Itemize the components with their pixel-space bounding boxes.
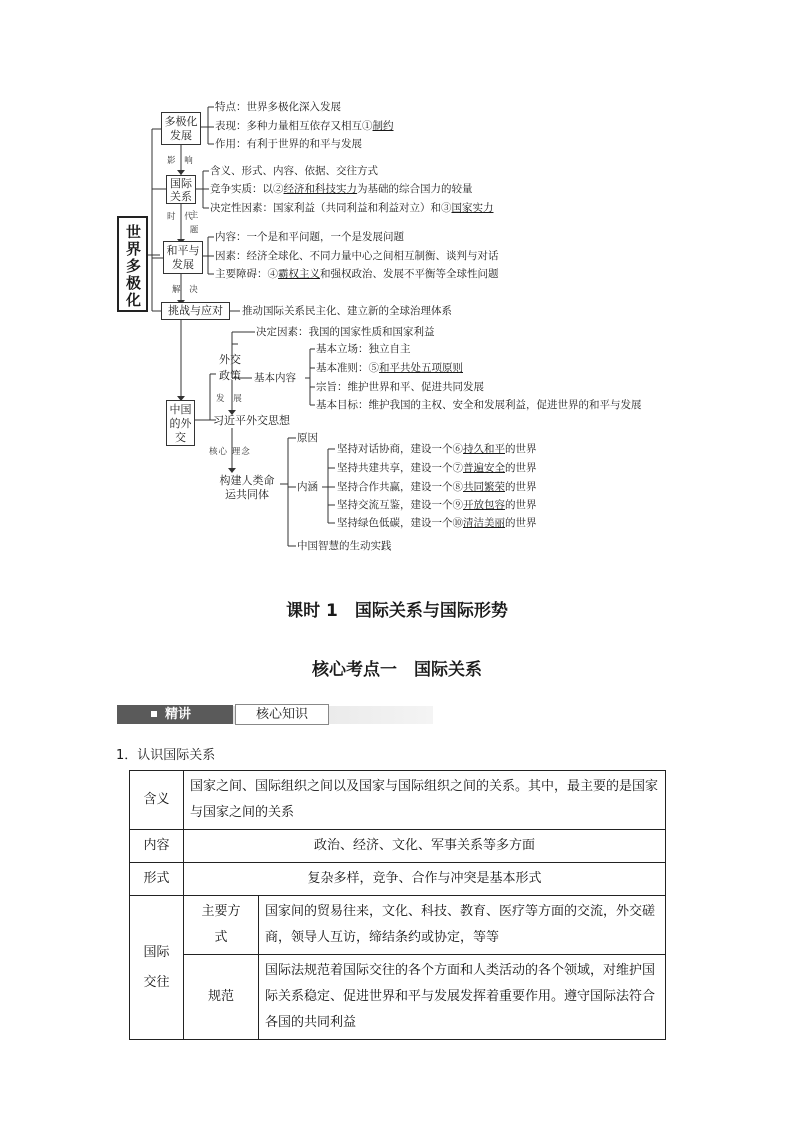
blank-8: 共同繁荣	[463, 481, 505, 493]
blank-2: 经济和科技实力	[283, 183, 357, 195]
section-bar-left	[117, 705, 233, 724]
section-bar-right: 核心知识	[235, 704, 329, 725]
neihan-post: 的世界	[505, 499, 537, 511]
node-basic-content: 基本内容	[254, 372, 296, 384]
neihan-pre: 坚持交流互鉴，建设一个⑨	[337, 499, 463, 511]
edge-label-influence: 影 响	[167, 156, 196, 166]
basic-principle-pre: 基本准则：⑤	[316, 362, 379, 374]
relations-table	[129, 770, 666, 1040]
table-sublabel: 规范	[184, 955, 259, 1040]
neihan-pre: 坚持共建共享，建设一个⑦	[337, 462, 463, 474]
node-peace-development: 和平与发展	[163, 241, 203, 274]
table-row	[130, 955, 666, 1040]
neihan-post: 的世界	[505, 462, 537, 474]
table-row	[130, 830, 666, 863]
neihan-pre: 坚持合作共赢，建设一个⑧	[337, 481, 463, 493]
neihan-post: 的世界	[505, 443, 537, 455]
basic-principle	[316, 362, 463, 375]
neihan-post: 的世界	[505, 517, 537, 529]
edge-label-era: 时 代	[167, 212, 196, 222]
table-cell: 国家间的贸易往来，文化、科技、教育、医疗等方面的交流，外交磋商，领导人互访，缔结条约或协定，等等	[259, 896, 666, 955]
table-label: 内容	[130, 830, 184, 863]
intl-competition-post: 为基础的综合国力的较量	[357, 183, 473, 195]
edge-label-solve: 解 决	[172, 285, 201, 295]
node-challenge: 挑战与应对	[161, 302, 230, 320]
node-xi-thought: 习近平外交思想	[213, 414, 290, 427]
table-cell: 复杂多样，竞争、合作与冲突是基本形式	[184, 863, 666, 896]
table-row	[130, 771, 666, 830]
neihan-pre: 坚持绿色低碳，建设一个⑩	[337, 517, 463, 529]
item-heading: 1．认识国际关系	[116, 748, 216, 763]
point-title: 核心考点一 国际关系	[312, 660, 482, 680]
section-bar-left-label: 精讲	[165, 707, 192, 722]
table-cell: 国际法规范着国际交往的各个方面和人类活动的各个领域，对维护国际关系稳定、促进世界和平与发展发挥着重要作用。遵守国际法符合各国的共同利益	[259, 955, 666, 1040]
community-wisdom: 中国智慧的生动实践	[297, 540, 392, 552]
table-label: 形式	[130, 863, 184, 896]
challenge-response: 推动国际关系民主化、建立新的全球治理体系	[242, 305, 452, 317]
table-sublabel: 主要方式	[184, 896, 259, 955]
table-cell: 国家之间、国际组织之间以及国家与国际组织之间的关系。其中，最主要的是国家与国家之间的关系	[184, 771, 666, 830]
neihan-item	[337, 499, 537, 512]
blank-7: 普遍安全	[463, 462, 505, 474]
edge-label-theme: 主 题	[188, 210, 198, 236]
blank-9: 开放包容	[463, 499, 505, 511]
multipolar-feature: 特点：世界多极化深入发展	[215, 101, 341, 113]
edge-label-develop: 发 展	[216, 394, 245, 404]
peace-obstacles	[215, 268, 499, 281]
policy-decisive: 决定因素：我国的国家性质和国家利益	[256, 326, 435, 338]
intl-items-competition	[210, 183, 473, 196]
basic-goal: 基本目标：维护我国的主权、安全和发展利益，促进世界的和平与发展	[316, 399, 642, 411]
intl-decisive-pre: 决定性因素：国家利益（共同利益和利益对立）和③	[210, 202, 452, 214]
peace-obstacles-pre: 主要障碍：④	[215, 268, 278, 280]
multipolar-effect: 作用：有利于世界的和平与发展	[215, 138, 362, 150]
intl-items-decisive	[210, 202, 494, 215]
neihan-item	[337, 481, 537, 494]
mindmap-root: 世界多极化	[117, 216, 148, 312]
community-reason: 原因	[297, 432, 318, 444]
section-bar	[117, 704, 433, 726]
multipolar-manifest	[215, 120, 394, 133]
node-neihan: 内涵	[297, 481, 318, 493]
table-label: 含义	[130, 771, 184, 830]
basic-purpose: 宗旨：维护世界和平、促进共同发展	[316, 381, 484, 393]
blank-5: 和平共处五项原则	[379, 362, 463, 374]
blank-6: 持久和平	[463, 443, 505, 455]
table-row	[130, 896, 666, 955]
node-community: 构建人类命运共同体	[219, 474, 275, 501]
neihan-item	[337, 462, 537, 475]
table-cell: 政治、经济、文化、军事关系等多方面	[184, 830, 666, 863]
blank-10: 清洁美丽	[463, 517, 505, 529]
blank-1: 制约	[372, 120, 394, 132]
neihan-pre: 坚持对话协商，建设一个⑥	[337, 443, 463, 455]
node-multipolar: 多极化发展	[161, 112, 201, 145]
table-row	[130, 863, 666, 896]
peace-factors: 因素：经济全球化、不同力量中心之间相互制衡、谈判与对话	[215, 250, 499, 262]
blank-4: 霸权主义	[278, 268, 320, 280]
table-label-exchange: 国际交往	[130, 896, 184, 1040]
node-china-diplomacy: 中国的外交	[166, 400, 195, 446]
node-foreign-policy: 外交政策	[219, 353, 241, 382]
intl-competition-pre: 竞争实质：以②	[210, 183, 284, 195]
lesson-title: 课时 1 国际关系与国际形势	[286, 601, 508, 621]
peace-content: 内容：一个是和平问题，一个是发展问题	[215, 231, 404, 243]
basic-stance: 基本立场：独立自主	[316, 343, 411, 355]
edge-label-core: 核心 理念	[209, 447, 251, 457]
neihan-item	[337, 443, 537, 456]
node-intl-relations: 国际关系	[166, 175, 196, 204]
neihan-post: 的世界	[505, 481, 537, 493]
multipolar-manifest-text: 表现：多种力量相互依存又相互①	[215, 120, 373, 132]
square-icon	[151, 711, 157, 717]
neihan-item	[337, 517, 537, 530]
peace-obstacles-post: 和强权政治、发展不平衡等全球性问题	[320, 268, 499, 280]
blank-3: 国家实力	[451, 202, 494, 214]
intl-items-meaning: 含义、形式、内容、依据、交往方式	[210, 165, 378, 177]
